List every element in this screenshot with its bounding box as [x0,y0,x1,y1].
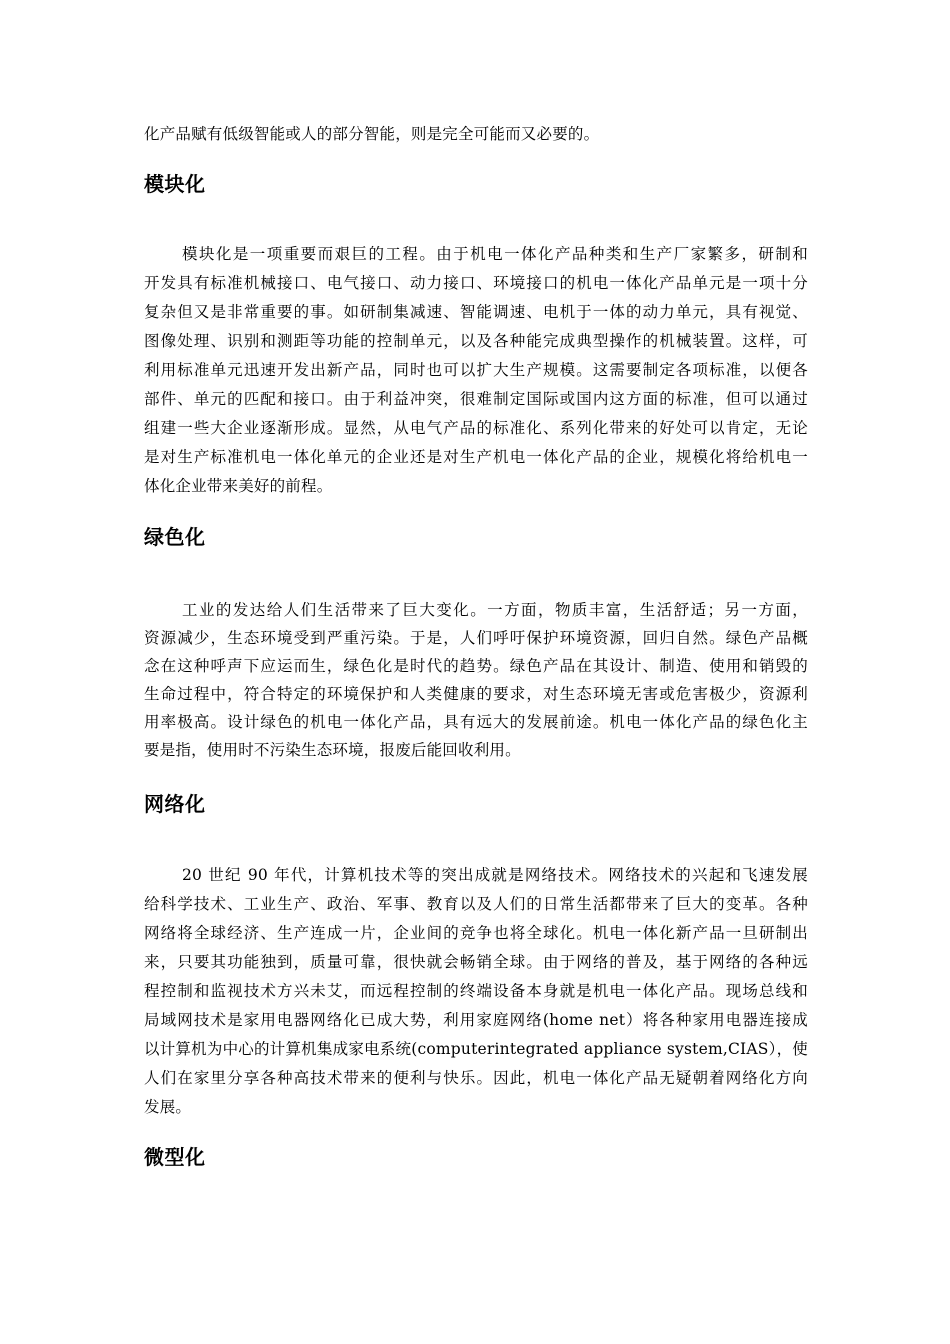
paragraph-line: 部件、单元的匹配和接口。由于利益冲突，很难制定国际或国内这方面的标准，但可以通过 [144,390,808,408]
paragraph-line: 给科学技术、工业生产、政治、军事、教育以及人们的日常生活都带来了巨大的变革。各种 [144,895,808,913]
paragraph-line: 资源减少，生态环境受到严重污染。于是，人们呼吁保护环境资源，回归自然。绿色产品概 [144,629,808,647]
paragraph-line: 图像处理、识别和测距等功能的控制单元，以及各种能完成典型操作的机械装置。这样，可 [144,332,808,350]
paragraph-line: 开发具有标准机械接口、电气接口、动力接口、环境接口的机电一体化产品单元是一项十分 [144,274,808,292]
intro-line-1: 化产品赋有低级智能或人的部分智能，则是完全可能而又必要的。 [144,125,600,143]
paragraph-line: 局域网技术是家用电器网络化已成大势，利用家庭网络(home net）将各种家用电器连接成 [144,1011,808,1029]
paragraph-line: 工业的发达给人们生活带来了巨大变化。一方面，物质丰富，生活舒适；另一方面， [182,601,808,619]
paragraph-line: 复杂但又是非常重要的事。如研制集减速、智能调速、电机于一体的动力单元，具有视觉、 [144,303,808,321]
paragraph-line: 要是指，使用时不污染生态环境，报废后能回收利用。 [144,741,521,759]
paragraph-line: 体化企业带来美好的前程。 [144,477,333,495]
paragraph-line: 人们在家里分享各种高技术带来的便利与快乐。因此，机电一体化产品无疑朝着网络化方向 [144,1069,808,1087]
paragraph-line: 发展。 [144,1098,192,1116]
paragraph-line: 以计算机为中心的计算机集成家电系统(computerintegrated appliance system,CIAS），使 [144,1040,808,1058]
paragraph-line: 模块化是一项重要而艰巨的工程。由于机电一体化产品种类和生产厂家繁多，研制和 [182,245,808,263]
paragraph-line: 20 世纪 90 年代，计算机技术等的突出成就是网络技术。网络技术的兴起和飞速发展 [182,866,808,884]
section-heading-network: 网络化 [144,792,206,816]
paragraph-line: 利用标准单元迅速开发出新产品，同时也可以扩大生产规模。这需要制定各项标准，以便各 [144,361,808,379]
paragraph-line: 生命过程中，符合特定的环境保护和人类健康的要求，对生态环境无害或危害极少，资源利 [144,685,808,703]
paragraph-line: 念在这种呼声下应运而生，绿色化是时代的趋势。绿色产品在其设计、制造、使用和销毁的 [144,657,808,675]
paragraph-line: 用率极高。设计绿色的机电一体化产品，具有远大的发展前途。机电一体化产品的绿色化主 [144,713,808,731]
paragraph-line: 组建一些大企业逐渐形成。显然，从电气产品的标准化、系列化带来的好处可以肯定，无论 [144,419,808,437]
section-heading-green: 绿色化 [144,525,206,549]
paragraph-line: 程控制和监视技术方兴未艾，而远程控制的终端设备本身就是机电一体化产品。现场总线和 [144,982,808,1000]
paragraph-line: 网络将全球经济、生产连成一片，企业间的竞争也将全球化。机电一体化新产品一旦研制出 [144,924,808,942]
section-heading-micro: 微型化 [144,1145,206,1169]
paragraph-line: 是对生产标准机电一体化单元的企业还是对生产机电一体化产品的企业，规模化将给机电一 [144,448,808,466]
paragraph-line: 来，只要其功能独到，质量可靠，很快就会畅销全球。由于网络的普及，基于网络的各种远 [144,953,808,971]
section-heading-modular: 模块化 [144,172,206,196]
